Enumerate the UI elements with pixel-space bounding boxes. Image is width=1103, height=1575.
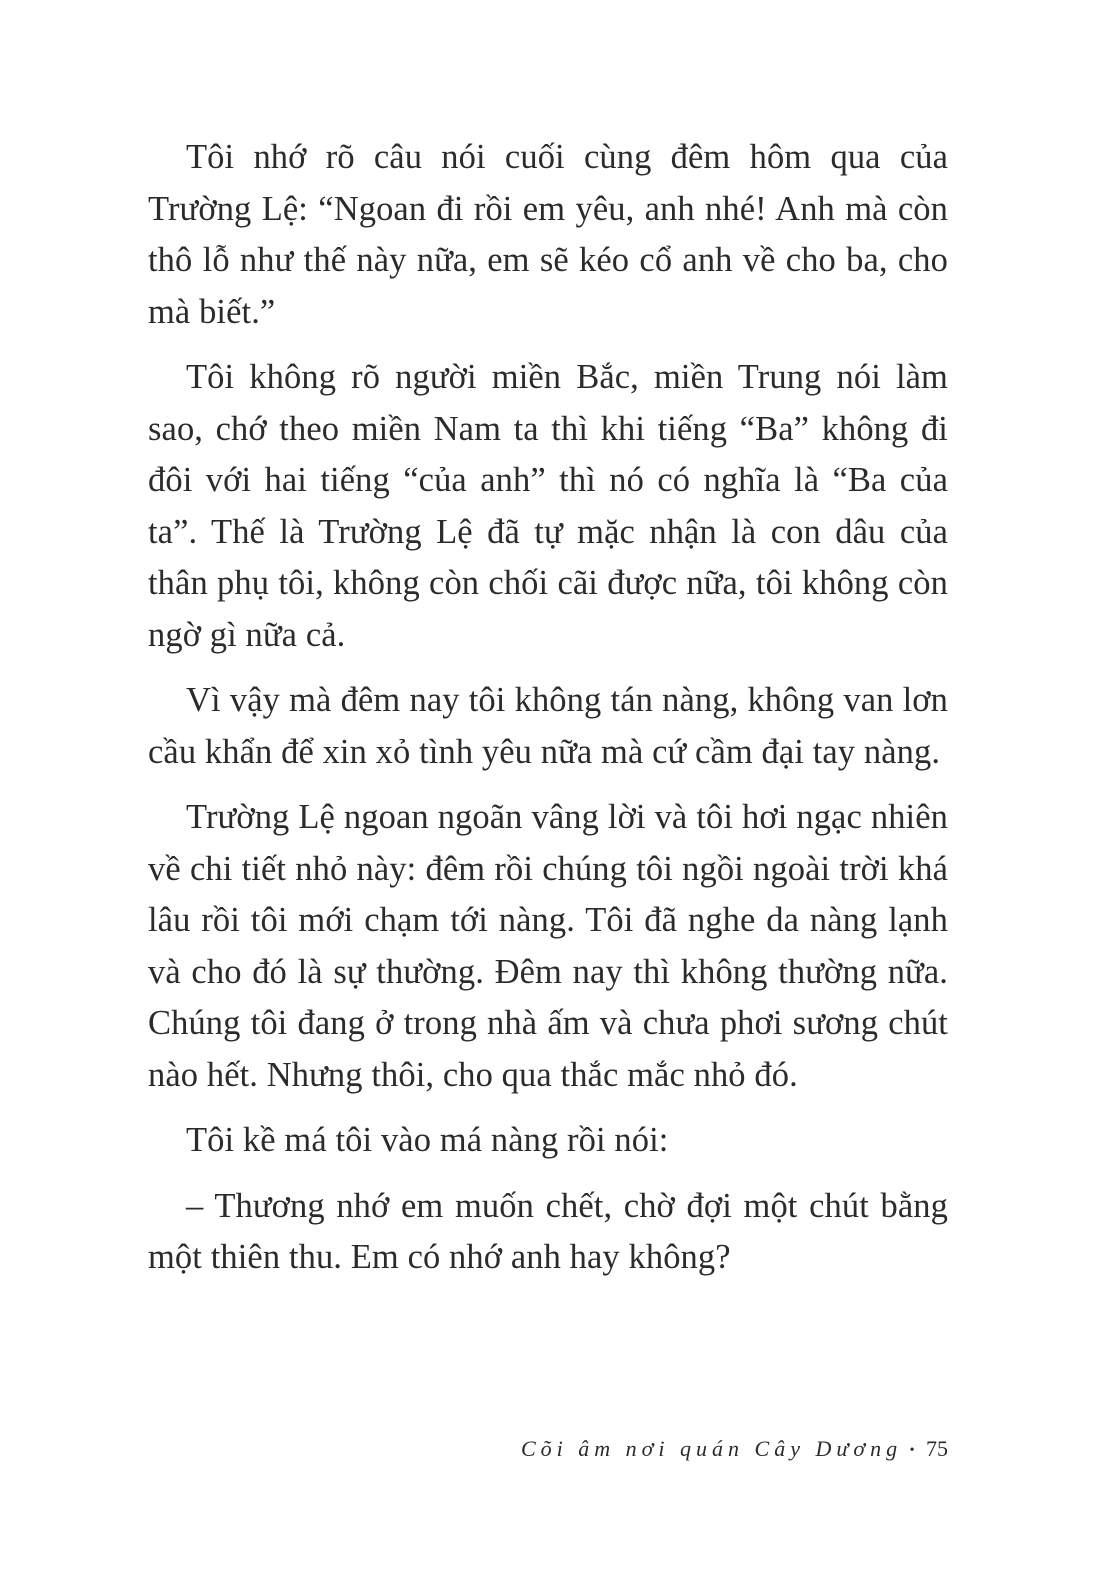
paragraph-2: Tôi không rõ người miền Bắc, miền Trung nói làm sao, chớ theo miền Nam ta thì khi tiếng “Ba” không đi đôi với hai tiếng “của anh” thì nó có nghĩa là “Ba của ta”. Thế là Trường Lệ đã tự mặc nhận là con dâu của thân phụ tôi, không còn chối cãi được nữa, tôi không còn ngờ gì nữa cả. — [148, 358, 948, 654]
paragraph-3: Vì vậy mà đêm nay tôi không tán nàng, không van lơn cầu khẩn để xin xỏ tình yêu nữa mà cứ cầm đại tay nàng. — [148, 681, 948, 771]
page-footer — [521, 1436, 948, 1462]
paragraph-6: – Thương nhớ em muốn chết, chờ đợi một chút bằng một thiên thu. Em có nhớ anh hay không? — [148, 1186, 948, 1276]
running-title: Cõi âm nơi quán Cây Dương — [521, 1436, 903, 1461]
paragraph-1: Tôi nhớ rõ câu nói cuối cùng đêm hôm qua của Trường Lệ: “Ngoan đi rồi em yêu, anh nhé! Anh mà còn thô lỗ như thế này nữa, em sẽ kéo cổ anh về cho ba, cho mà biết.” — [148, 138, 948, 331]
footer-separator: • — [909, 1442, 915, 1458]
paragraph-5: Tôi kề má tôi vào má nàng rồi nói: — [186, 1121, 669, 1159]
paragraph-4: Trường Lệ ngoan ngoãn vâng lời và tôi hơi ngạc nhiên về chi tiết nhỏ này: đêm rồi chúng tôi ngồi ngoài trời khá lâu rồi tôi mới chạm tới nàng. Tôi đã nghe da nàng lạnh và cho đó là sự thường. Đêm nay thì không thường nữa. Chúng tôi đang ở trong nhà ấm và chưa phơi sương chút nào hết. Nhưng thôi, cho qua thắc mắc nhỏ đó. — [148, 798, 948, 1094]
page-number: 75 — [926, 1436, 948, 1461]
body-text — [148, 132, 948, 1298]
